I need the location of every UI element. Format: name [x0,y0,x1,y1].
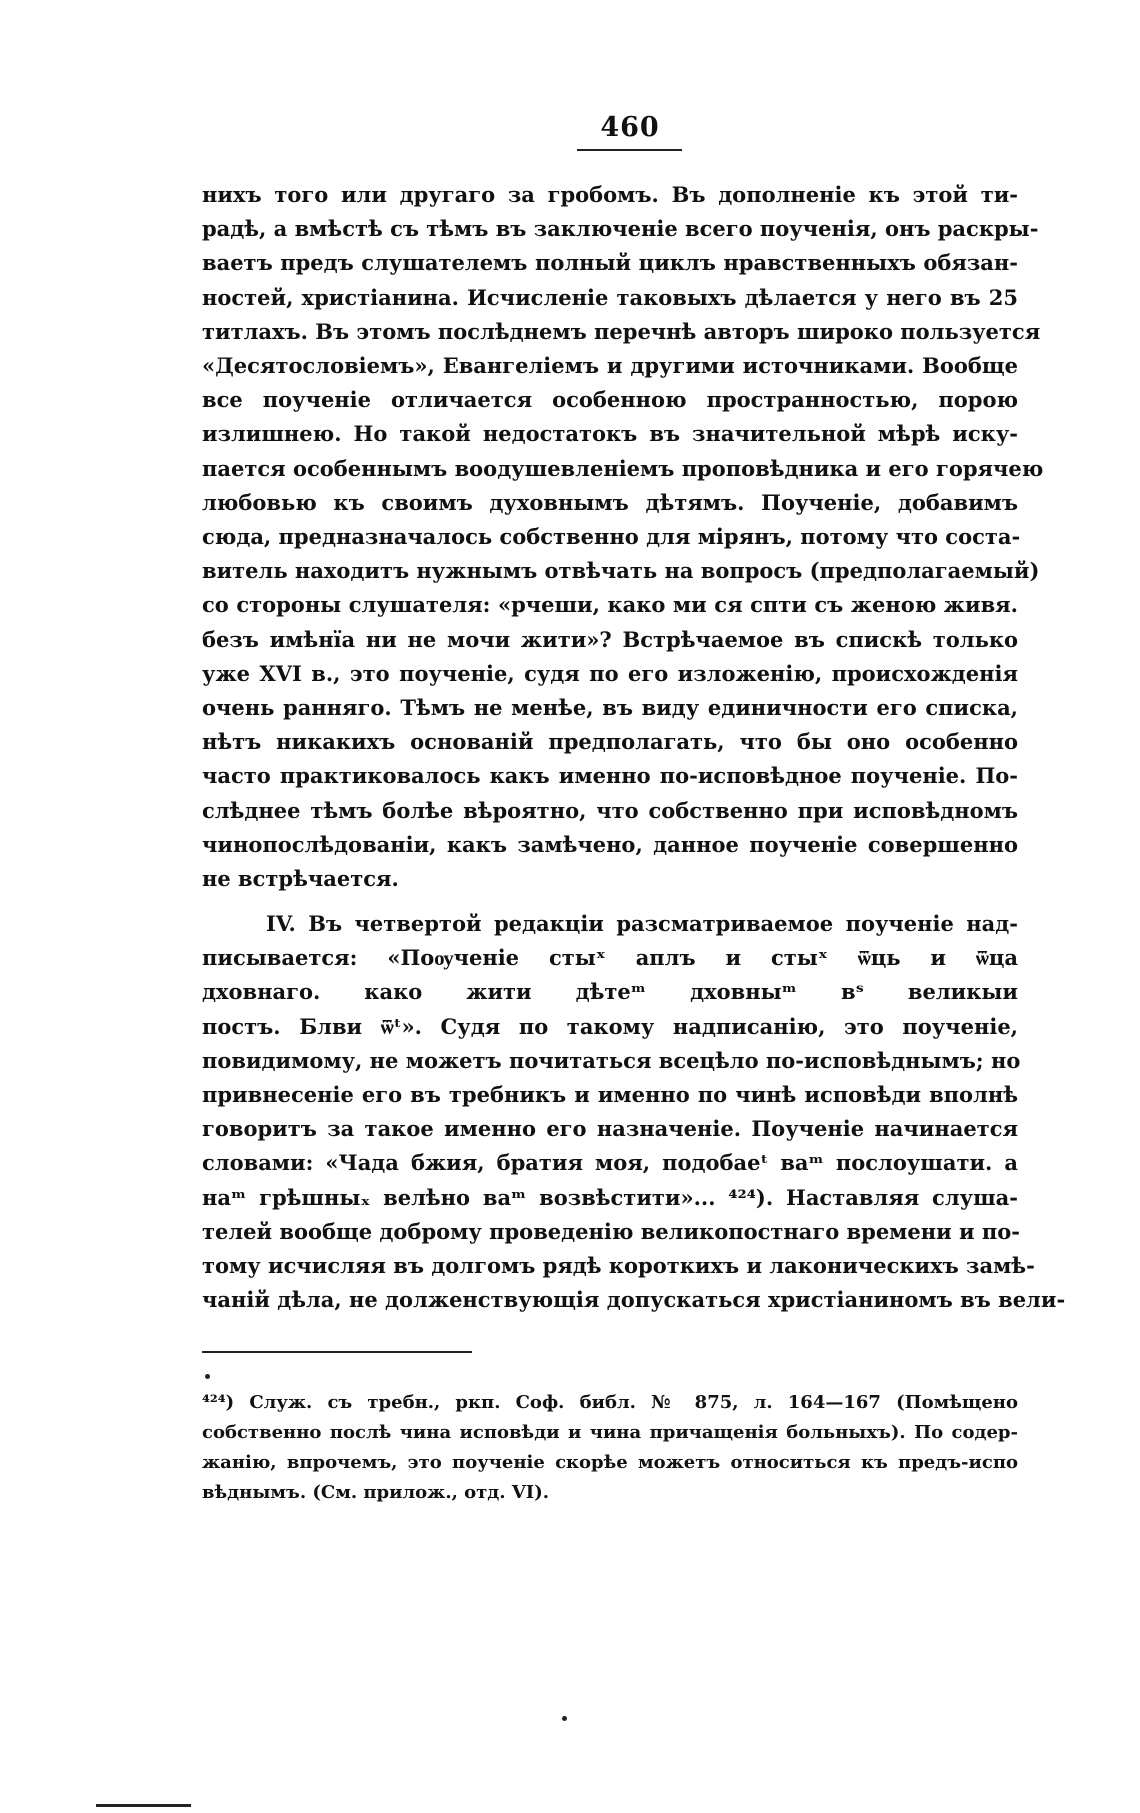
text-line: дховнаго. како жити дѣтеᵐ дховныᵐ вˢ великыи [202,979,1018,1005]
text-line: часто практиковалось какъ именно по-исповѣдное поученіе. По- [202,763,1018,789]
text-line: со стороны слушателя: «рчеши, како ми ся спти съ женою живя. [202,592,1018,618]
text-line: повидимому, не можетъ почитаться всецѣло по-исповѣднымъ; но [202,1047,1021,1073]
text-line: постъ. Блви ѿᵗ». Судя по такому надписанію, это поученіе, [202,1013,1018,1039]
footnote-424 [202,1388,1018,1508]
text-line: очень ранняго. Тѣмъ не менѣе, въ виду единичности его списка, [202,695,1018,721]
text-line: излишнею. Но такой недостатокъ въ значительной мѣрѣ иску- [202,421,1018,447]
text-line: привнесеніе его въ требникъ и именно по чинѣ исповѣди вполнѣ [202,1082,1018,1108]
text-line: нихъ того или другаго за гробомъ. Въ дополненіе къ этой ти- [202,182,1018,207]
text-line: безъ имѣнїа ни не мочи жити»? Встрѣчаемое въ спискѣ только [202,626,1018,652]
text-line: пается особеннымъ воодушевленіемъ проповѣдника и его горячею [202,455,1044,481]
paragraph-2 [202,907,1066,1317]
text-line: «Десятословіемъ», Евангеліемъ и другими источниками. Вообще [202,353,1018,379]
stray-dot [205,1374,210,1379]
text-line: писывается: «Поѹченіе стыˣ аплъ и стыˣ ѿць и ѿца [202,945,1018,971]
scan-edge-rule [96,1804,191,1807]
text-line: слѣднее тѣмъ болѣе вѣроятно, что собственно при исповѣдномъ [202,797,1018,823]
text-line: тому исчисляя въ долгомъ рядѣ короткихъ и лаконическихъ замѣ- [202,1253,1035,1279]
text-line: чинопослѣдованіи, какъ замѣчено, данное поученіе совершенно [202,831,1018,857]
text-line: титлахъ. Въ этомъ послѣднемъ перечнѣ авторъ широко пользуется [202,318,1041,344]
text-line: IV. Въ четвертой редакціи разсматриваемое поученіе над- [266,911,1018,936]
text-line: ностей, христіанина. Исчисленіе таковыхъ дѣлается у него въ 25 [202,284,1018,310]
text-line: любовью къ своимъ духовнымъ дѣтямъ. Поученіе, добавимъ [202,489,1018,515]
text-line: уже XVI в., это поученіе, судя по его изложенію, происхожденія [202,660,1018,686]
text-line: витель находитъ нужнымъ отвѣчать на вопросъ (предполагаемый) [202,558,1040,584]
footnote-line: ⁴²⁴) Служ. съ требн., ркп. Соф. библ. № 875, л. 164—167 (Помѣщено [202,1392,1018,1413]
text-line: говоритъ за такое именно его назначеніе. Поученіе начинается [202,1116,1018,1142]
text-line: словами: «Чада бжия, братия моя, подобаеᵗ ваᵐ послоушати. а [202,1150,1018,1176]
page-number-rule [577,149,682,151]
paragraph-1 [202,178,1044,896]
footnote-line: собственно послѣ чина исповѣди и чина причащенія больныхъ). По содер- [202,1422,1018,1443]
text-line: нѣтъ никакихъ основаній предполагать, что бы оно особенно [202,729,1018,755]
text-line: телей вообще доброму проведенію великопостнаго времени и по- [202,1218,1021,1244]
text-line: радѣ, а вмѣстѣ съ тѣмъ въ заключеніе всего поученія, онъ раскры- [202,216,1039,242]
text-line: сюда, предназначалось собственно для мірянъ, потому что соста- [202,524,1021,550]
footnote-rule [202,1351,472,1353]
text-line: чаній дѣла, не долженствующія допускаться христіаниномъ въ вели- [202,1287,1066,1313]
stray-dot [562,1716,567,1721]
page-number: 460 [600,112,660,143]
text-line: наᵐ грѣшныₓ велѣно ваᵐ возвѣстити»... ⁴²⁴). Наставляя слуша- [202,1184,1018,1210]
text-line: все поученіе отличается особенною пространностью, порою [202,387,1018,413]
footnote-line: вѣднымъ. (См. прилож., отд. VI). [202,1482,550,1503]
text-line: ваетъ предъ слушателемъ полный циклъ нравственныхъ обязан- [202,250,1018,276]
footnote-line: жанію, впрочемъ, это поученіе скорѣе можетъ относиться къ предъ-испо [202,1452,1018,1473]
text-line: не встрѣчается. [202,866,399,892]
